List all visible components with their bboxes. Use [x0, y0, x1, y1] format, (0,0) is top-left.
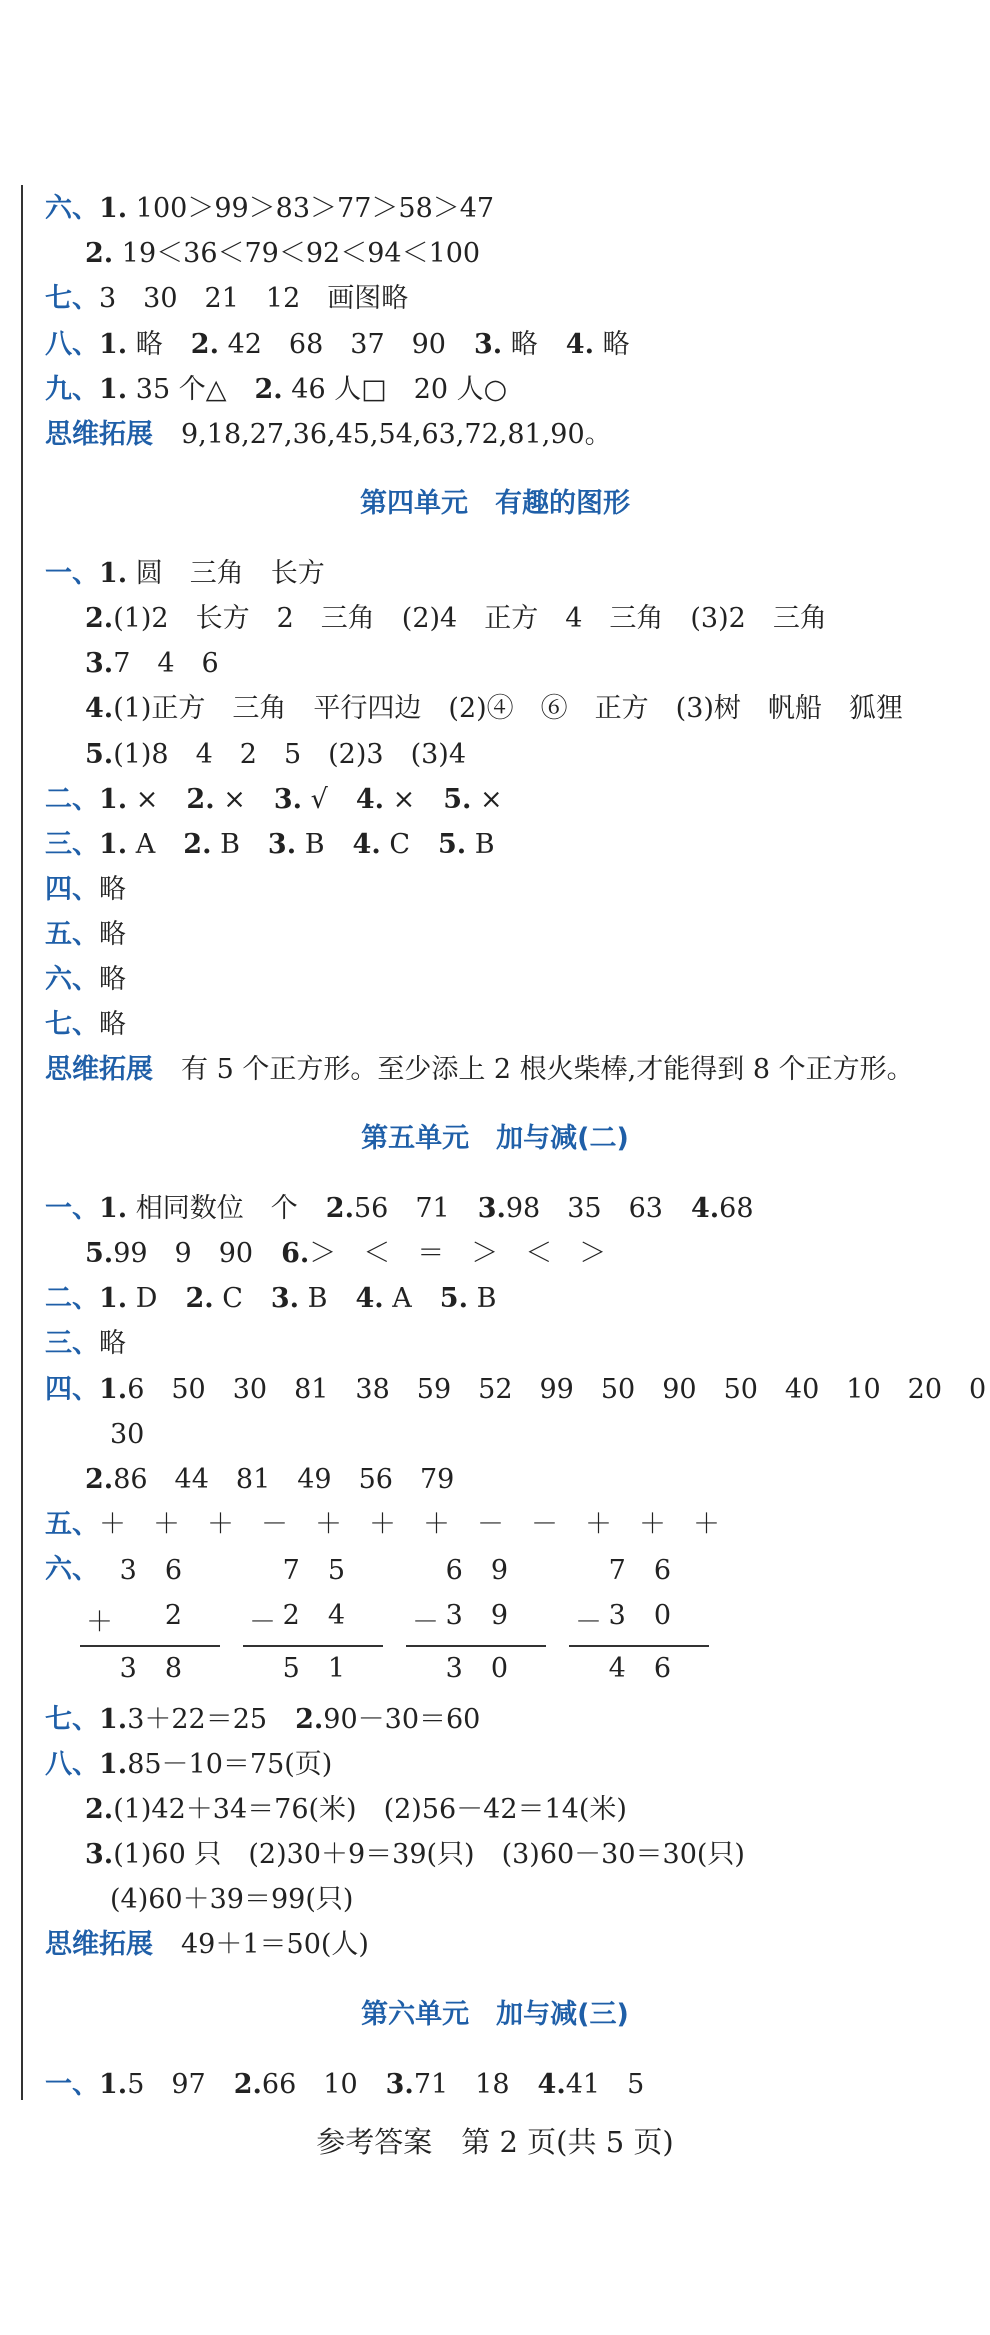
unit4-answer-1-5: 5.(1)8 4 2 5 (2)3 (3)4: [85, 739, 466, 770]
unit5-title: 第五单元 加与减(二): [361, 1123, 629, 1154]
unit5-answer-7: 七、1.3＋22＝25 2.90－30＝60: [45, 1704, 481, 1735]
answer-9: 九、1. 35 个△ 2. 46 人□ 20 人○: [45, 374, 508, 405]
unit4-answer-1-4: 4.(1)正方 三角 平行四边 (2)④ ⑥ 正方 (3)树 帆船 狐狸: [85, 693, 903, 724]
calc-3-bar: [406, 1645, 546, 1647]
answer-7: 七、3 30 21 12 画图略: [45, 283, 409, 314]
answer-6-2: 2. 19＜36＜79＜92＜94＜100: [85, 238, 481, 269]
thinking-extension-1: 思维拓展 9,18,27,36,45,54,63,72,81,90。: [45, 419, 612, 450]
unit5-answer-1-1: 一、1. 相同数位 个 2.56 71 3.98 35 63 4.68: [45, 1193, 754, 1224]
unit5-answer-3: 三、略: [45, 1328, 126, 1359]
unit5-answer-5: 五、＋ ＋ ＋ － ＋ ＋ ＋ － － ＋ ＋ ＋: [45, 1509, 720, 1540]
vertical-calc-3: 69 － 39 30: [406, 1555, 546, 1695]
vertical-calc-1: 36 ＋ 2 38: [80, 1555, 220, 1695]
calc-1-bar: [80, 1645, 220, 1647]
unit4-answer-4: 四、略: [45, 874, 126, 905]
answer-6-1: 六、1. 100＞99＞83＞77＞58＞47: [45, 193, 495, 224]
unit4-answer-1-3: 3.7 4 6: [85, 648, 219, 679]
answer-8: 八、1. 略 2. 42 68 37 90 3. 略 4. 略: [45, 329, 630, 360]
vertical-calc-2: 75 － 24 51: [243, 1555, 383, 1695]
unit5-answer-2: 二、1. D 2. C 3. B 4. A 5. B: [45, 1283, 497, 1314]
unit4-answer-6: 六、略: [45, 964, 126, 995]
unit5-answer-8-3: 3.(1)60 只 (2)30＋9＝39(只) (3)60－30＝30(只): [85, 1839, 745, 1870]
unit5-answer-8-3-wrap: (4)60＋39＝99(只): [110, 1884, 354, 1915]
unit4-answer-1-2: 2.(1)2 长方 2 三角 (2)4 正方 4 三角 (3)2 三角: [85, 603, 827, 634]
calc-4-bar: [569, 1645, 709, 1647]
vertical-calc-4: 76 － 30 46: [569, 1555, 709, 1695]
unit6-title: 第六单元 加与减(三): [361, 1999, 629, 2030]
unit4-answer-5: 五、略: [45, 919, 126, 950]
unit4-answer-7: 七、略: [45, 1009, 126, 1040]
unit5-answer-8-1: 八、1.85－10＝75(页): [45, 1749, 333, 1780]
unit4-answer-3: 三、1. A 2. B 3. B 4. C 5. B: [45, 829, 495, 860]
unit4-title: 第四单元 有趣的图形: [360, 488, 630, 519]
unit4-answer-2: 二、1. × 2. × 3. √ 4. × 5. ×: [45, 784, 503, 815]
unit5-answer-4-2: 2.86 44 81 49 56 79: [85, 1464, 455, 1495]
unit5-answer-4-1-wrap: 30: [110, 1419, 145, 1450]
page-footer: 参考答案 第 2 页(共 5 页): [316, 2125, 674, 2159]
thinking-extension-2: 思维拓展 有 5 个正方形。至少添上 2 根火柴棒,才能得到 8 个正方形。: [45, 1054, 914, 1085]
calc-2-bar: [243, 1645, 383, 1647]
unit5-answer-1-2: 5.99 9 90 6.＞ ＜ ＝ ＞ ＜ ＞: [85, 1238, 607, 1269]
unit5-answer-4-1: 四、1.6 50 30 81 38 59 52 99 50 90 50 40 10 20 0: [45, 1374, 987, 1405]
unit5-answer-6-label: 六、: [45, 1554, 99, 1585]
thinking-extension-3: 思维拓展 49＋1＝50(人): [45, 1929, 369, 1960]
unit5-answer-8-2: 2.(1)42＋34＝76(米) (2)56－42＝14(米): [85, 1794, 627, 1825]
unit4-answer-1-1: 一、1. 圆 三角 长方: [45, 558, 325, 589]
unit6-answer-1: 一、1.5 97 2.66 10 3.71 18 4.41 5: [45, 2069, 645, 2100]
